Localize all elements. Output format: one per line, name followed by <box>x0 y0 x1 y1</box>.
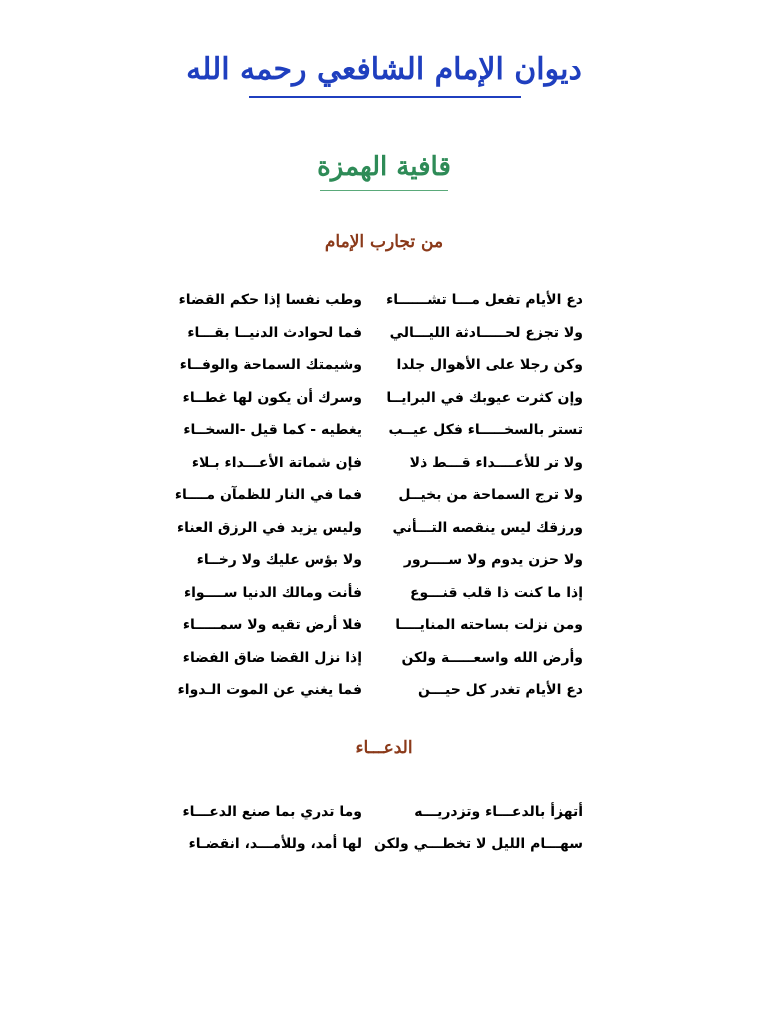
verse-second-hemistich: فلا أرض تقيه ولا سمـــــاء <box>182 617 362 633</box>
title-underline <box>249 96 521 98</box>
verse-row <box>0 353 768 377</box>
page-title: ديوان الإمام الشافعي رحمه الله <box>186 52 582 87</box>
verse-second-hemistich: فما لحوادث الدنيــا بقـــاء <box>187 324 362 341</box>
verse-first-hemistich: دع الأيام تغدر كل حيـــن <box>418 682 583 698</box>
verse-second-hemistich: وما تدري بما صنع الدعـــاء <box>182 804 362 820</box>
verse-row <box>0 516 768 540</box>
verse-row <box>0 678 768 702</box>
verse-second-hemistich: وشيمتك السماحة والوفــاء <box>179 357 362 373</box>
verse-second-hemistich: وليس يزيد في الرزق العناء <box>176 519 362 536</box>
verse-second-hemistich: لها أمد، وللأمـــد، انقضـاء <box>188 836 362 852</box>
verse-first-hemistich: ولا تر للأعــــداء قـــط ذلا <box>409 454 583 471</box>
verse-first-hemistich: وكن رجلا على الأهوال جلدا <box>396 357 583 373</box>
section-underline <box>320 190 448 191</box>
verse-first-hemistich: ورزقك ليس ينقصه التـــأني <box>392 519 583 536</box>
subsection-title-2: الدعـــاء <box>355 738 413 758</box>
verse-first-hemistich: سهـــام الليل لا تخطـــي ولكن <box>374 836 583 852</box>
verse-row <box>0 800 768 824</box>
verse-first-hemistich: وإن كثرت عيوبك في البرايــا <box>386 389 583 406</box>
verse-first-hemistich: ومن نزلت بساحته المنايــــا <box>395 617 583 633</box>
verse-first-hemistich: إذا ما كنت ذا قلب قنـــوع <box>409 584 583 601</box>
verse-row <box>0 613 768 637</box>
verse-row <box>0 548 768 572</box>
verse-second-hemistich: ولا بؤس عليك ولا رخــاء <box>196 552 362 568</box>
verse-first-hemistich: تستر بالسخـــــاء فكل عيــب <box>388 422 583 438</box>
verse-second-hemistich: وسرك أن يكون لها غطــاء <box>182 389 362 406</box>
verse-second-hemistich: فما يغني عن الموت الـدواء <box>177 682 362 698</box>
verse-first-hemistich: أتهزأ بالدعـــاء وتزدريـــه <box>414 804 583 820</box>
verse-first-hemistich: ولا ترج السماحة من بخيــل <box>398 487 583 503</box>
verse-second-hemistich: فما في النار للظمآن مــــاء <box>174 487 362 503</box>
verse-row <box>0 386 768 410</box>
verse-row <box>0 451 768 475</box>
verse-row <box>0 832 768 856</box>
verse-row <box>0 321 768 345</box>
verse-row <box>0 646 768 670</box>
section-title: قافية الهمزة <box>317 152 451 182</box>
verse-row <box>0 483 768 507</box>
verse-first-hemistich: ولا تجزع لحـــــادثة الليـــالي <box>389 324 583 341</box>
verse-second-hemistich: يغطيه - كما قيل -السخــاء <box>183 422 362 438</box>
verse-second-hemistich: فإن شماتة الأعـــداء بـلاء <box>191 454 362 471</box>
verse-first-hemistich: ولا حزن يدوم ولا ســــرور <box>403 552 583 568</box>
verse-second-hemistich: وطب نفسا إذا حكم القضاء <box>178 292 362 308</box>
verse-first-hemistich: وأرض الله واسعـــــة ولكن <box>401 649 583 666</box>
verse-row <box>0 418 768 442</box>
verse-row <box>0 288 768 312</box>
verse-first-hemistich: دع الأيام تفعل مـــا تشــــــاء <box>386 292 583 308</box>
subsection-title-1: من تجارب الإمام <box>324 232 444 252</box>
verse-second-hemistich: إذا نزل القضا ضاق الفضاء <box>182 649 362 666</box>
verse-second-hemistich: فأنت ومالك الدنيا ســــواء <box>183 584 362 601</box>
verse-row <box>0 581 768 605</box>
